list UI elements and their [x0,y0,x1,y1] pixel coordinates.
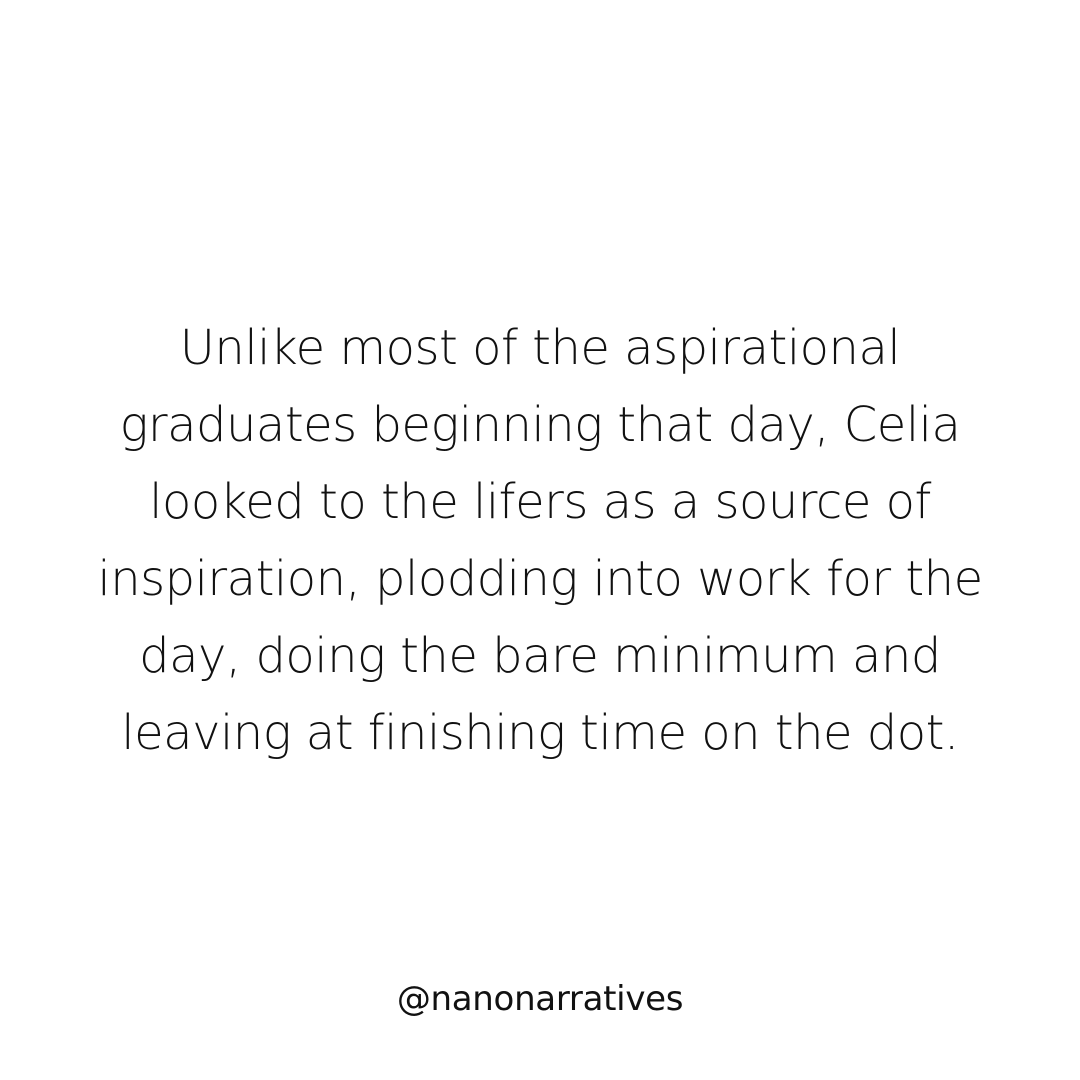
quote-line: leaving at finishing time on the dot. [121,705,959,761]
quote-line: Unlike most of the aspirational [179,320,901,376]
quote-line: inspiration, plodding into work for the [97,551,983,607]
author-handle: @nanonarratives [396,979,684,1019]
quote-line: looked to the lifers as a source of [149,474,931,530]
quote-line: graduates beginning that day, Celia [119,397,961,453]
quote-line: day, doing the bare minimum and [139,628,941,684]
quote-text [40,310,1040,772]
